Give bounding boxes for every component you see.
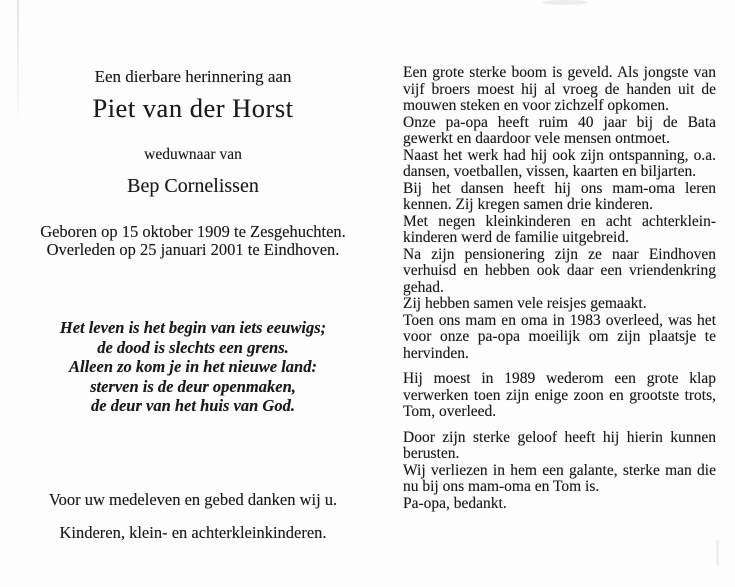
poem-line: de dood is slechts een grens. [97, 337, 289, 357]
memorial-poem [22, 318, 364, 416]
family-signature-line: Kinderen, klein- en achterkleinkinderen. [59, 523, 327, 542]
story-paragraph: Hij moest in 1989 wederom een grote klap verwerken toen zijn enige zoon en grootste trots, Tom, overleed. [403, 370, 716, 420]
death-date-line: Overleden op 25 januari 2001 te Eindhoven. [46, 239, 340, 259]
poem-line: Het leven is het begin van iets eeuwigs; [59, 318, 327, 337]
story-paragraph: Zij hebben samen vele reisjes gemaakt. [403, 295, 647, 312]
poem-line: Alleen zo kom je in het nieuwe land: [69, 357, 317, 376]
story-paragraph: Bij het dansen heeft hij ons mam-oma leren kennen. Zij kregen samen drie kinderen. [403, 179, 716, 213]
story-paragraph: Toen ons mam en oma in 1983 overleed, was het voor onze pa-opa moeilijk om zijn plaatsje te hervinden. [403, 311, 716, 362]
story-paragraph: Met negen kleinkinderen en acht achterkleinkinderen werd de familie uitgebreid. [403, 212, 716, 246]
thanks-line: Voor uw medeleven en gebed danken wij u. [48, 490, 338, 509]
birth-death-dates [22, 223, 364, 258]
story-paragraph: Wij verliezen in hem een galante, sterke man die nu bij ons mam-oma en Tom is. [403, 461, 716, 495]
poem-line: de deur van het huis van God. [91, 396, 295, 415]
story-paragraph: Naast het werk had hij ook zijn ontspanning, o.a. dansen, voetballen, vissen, kaarten en biljarten. [403, 146, 716, 180]
birth-date-line: Geboren op 15 oktober 1909 te Zesgehuchten. [40, 222, 346, 241]
scan-artifact-right-smudge [716, 540, 719, 566]
relation-line: weduwnaar van [144, 146, 242, 163]
poem-line: sterven is de deur openmaken, [90, 376, 296, 396]
story-paragraph: Na zijn pensionering zijn ze naar Eindhoven verhuisd en hebben ook daar een vriendenkring gehad. [403, 245, 716, 296]
scan-artifact-left-edge [17, 0, 19, 130]
story-paragraph: Onze pa-opa heeft ruim 40 jaar bij de Bata gewerkt en daardoor vele mensen ontmoet. [403, 113, 716, 147]
scan-artifact-top-smudge [542, 0, 588, 5]
memorial-intro-line: Een dierbare herinnering aan [94, 67, 292, 86]
spouse-name: Bep Cornelissen [127, 175, 259, 197]
deceased-name: Piet van der Horst [92, 93, 294, 123]
story-paragraph: Door zijn sterke geloof heeft hij hierin kunnen berusten. [403, 428, 716, 462]
story-paragraph: Een grote sterke boom is geveld. Als jongste van vijf broers moest hij al vroeg de handen uit de mouwen steken en voor zichzelf opkomen. [403, 64, 716, 114]
left-column [22, 0, 364, 587]
life-story-column [403, 65, 716, 512]
story-paragraph: Pa-opa, bedankt. [403, 494, 507, 512]
